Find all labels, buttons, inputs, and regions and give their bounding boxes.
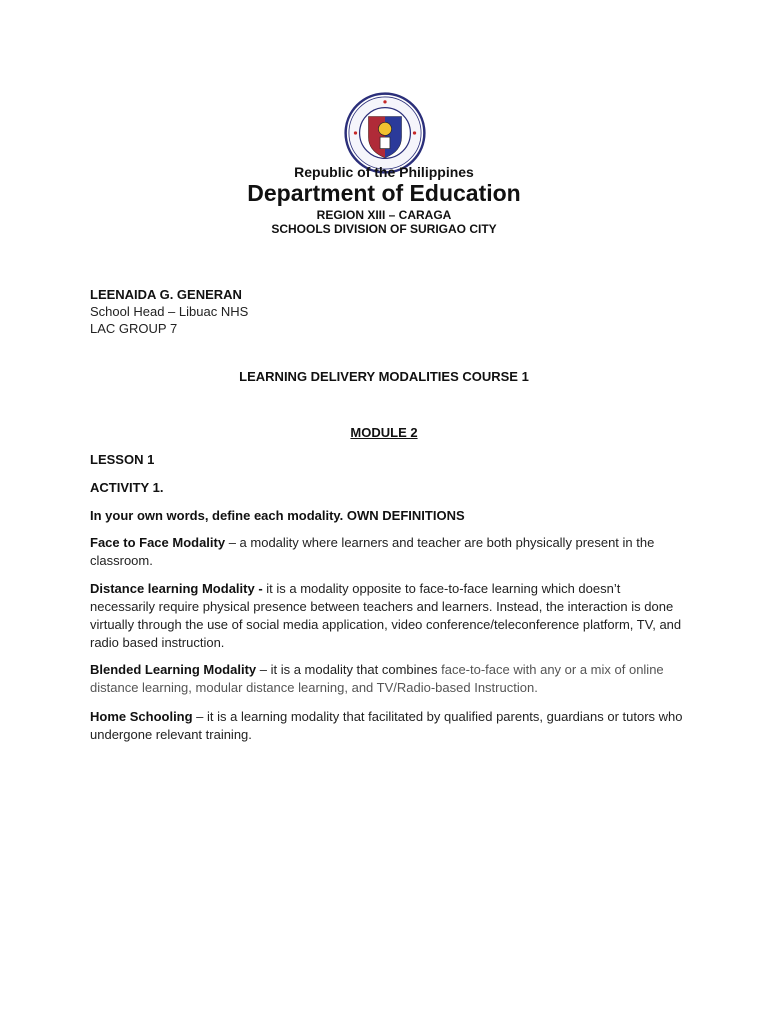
- definition-term: Distance learning Modality -: [90, 581, 263, 596]
- republic-heading: Republic of the Philippines: [294, 164, 474, 180]
- course-title: LEARNING DELIVERY MODALITIES COURSE 1: [239, 369, 529, 384]
- definition-home-schooling: [90, 708, 686, 744]
- activity-label: ACTIVITY 1.: [90, 480, 164, 495]
- department-heading: Department of Education: [247, 180, 521, 206]
- definition-face-to-face: [90, 534, 686, 570]
- region-heading: REGION XIII – CARAGA: [316, 208, 452, 222]
- author-position: School Head – Libuac NHS: [90, 304, 249, 319]
- definition-text: – a modality where learners and teacher are both physically present in the classroom.: [90, 535, 655, 568]
- definition-term: Blended Learning Modality: [90, 662, 257, 677]
- definition-text: it is a modality opposite to face-to-face learning which doesn’t necessarily require physical presence between teachers and learners. Instead, the interaction is done virtually through the use of social media application, video conference/teleconference platform, TV, and radio based instruction.: [90, 581, 682, 650]
- definition-distance-learning: [90, 580, 686, 652]
- definition-term: Face to Face Modality: [90, 535, 226, 550]
- definition-text: – it is a modality that combines: [256, 662, 442, 677]
- module-title: MODULE 2: [350, 425, 418, 440]
- deped-seal-logo: [344, 92, 426, 174]
- definition-term: Home Schooling: [90, 709, 193, 724]
- division-heading: SCHOOLS DIVISION OF SURIGAO CITY: [271, 222, 497, 236]
- author-group: LAC GROUP 7: [90, 321, 178, 336]
- definition-text: – it is a learning modality that facilitated by qualified parents, guardians or tutors who undergone relevant training.: [90, 709, 683, 742]
- definition-text-grey: face-to-face with any or a mix of online distance learning, modular distance learning, and TV/Radio-based Instruction.: [90, 662, 664, 695]
- instruction-text: In your own words, define each modality. OWN DEFINITIONS: [90, 508, 465, 523]
- lesson-label: LESSON 1: [90, 452, 155, 467]
- definition-blended-learning: [90, 661, 686, 697]
- author-name: LEENAIDA G. GENERAN: [90, 287, 242, 302]
